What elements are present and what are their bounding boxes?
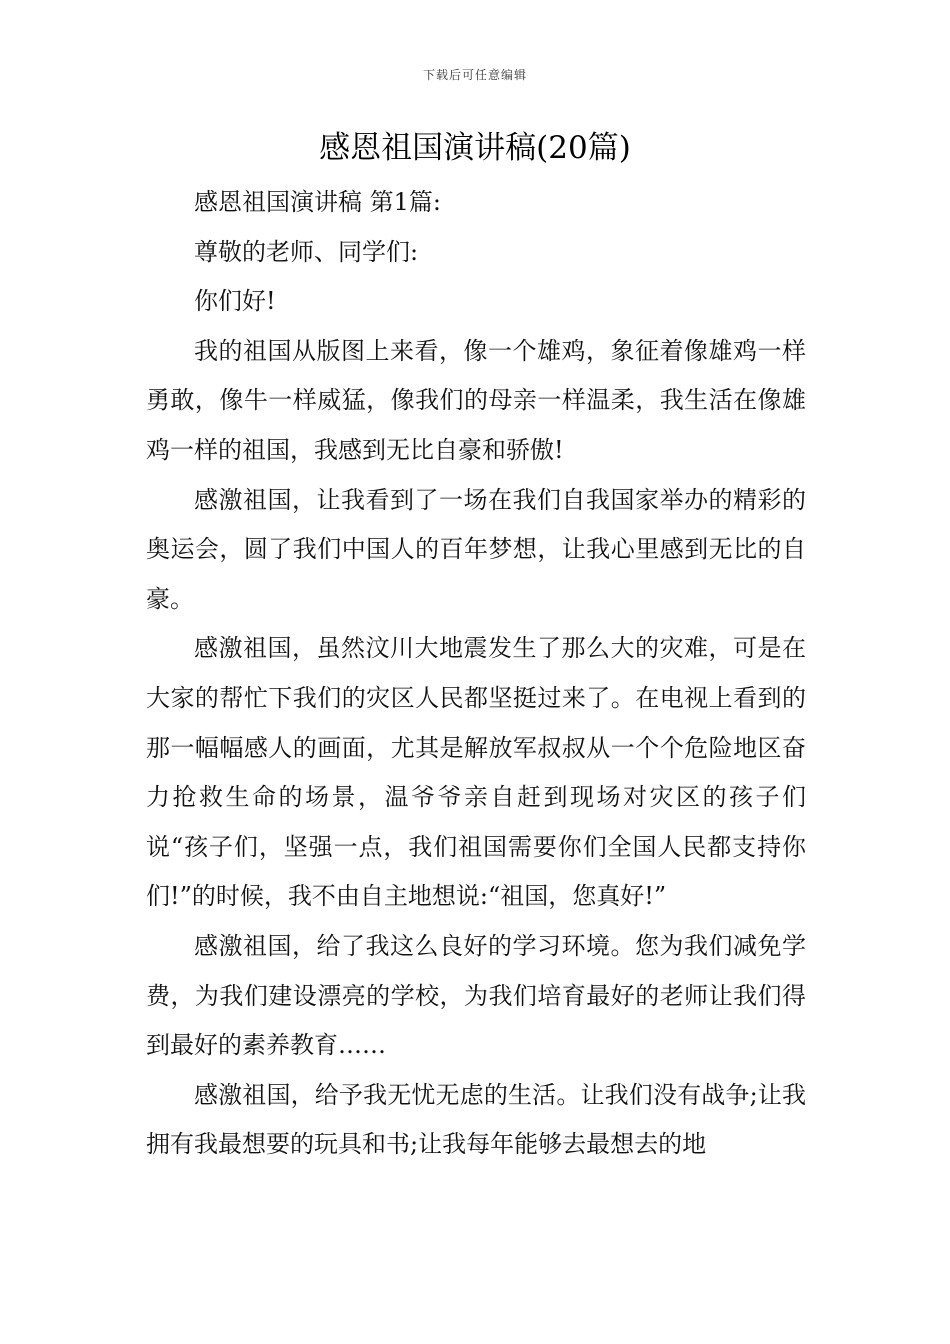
document-title: 感恩祖国演讲稿(20篇) [319,130,631,166]
paragraph: 我的祖国从版图上来看，像一个雄鸡，象征着像雄鸡一样勇敢，像牛一样威猛，像我们的母亲一样温柔，我生活在像雄鸡一样的祖国，我感到无比自豪和骄傲! [146,336,806,464]
greeting: 你们好! [194,287,276,316]
paragraph: 感激祖国，虽然汶川大地震发生了那么大的灾难，可是在大家的帮忙下我们的灾区人民都坚挺过来了。在电视上看到的那一幅幅感人的画面，尤其是解放军叔叔从一个个危险地区奋力抢救生命的场景，温爷爷亲自赶到现场对灾区的孩子们说“孩子们，坚强一点，我们祖国需要你们全国人民都支持你们!”的时候，我不由自主地想说:“祖国，您真好!” [146,634,806,911]
paragraph: 感激祖国，给予我无忧无虑的生活。让我们没有战争;让我拥有我最想要的玩具和书;让我每年能够去最想去的地 [146,1080,806,1159]
paragraph: 感激祖国，给了我这么良好的学习环境。您为我们减免学费，为我们建设漂亮的学校，为我们培育最好的老师让我们得到最好的素养教育…… [146,931,806,1060]
section-heading: 感恩祖国演讲稿 第1篇: [194,188,441,216]
header-note: 下载后可任意编辑 [422,68,527,82]
salutation: 尊敬的老师、同学们: [194,237,419,266]
document-body [146,178,806,1170]
paragraph: 感激祖国，让我看到了一场在我们自我国家举办的精彩的奥运会，圆了我们中国人的百年梦想，让我心里感到无比的自豪。 [146,485,806,613]
